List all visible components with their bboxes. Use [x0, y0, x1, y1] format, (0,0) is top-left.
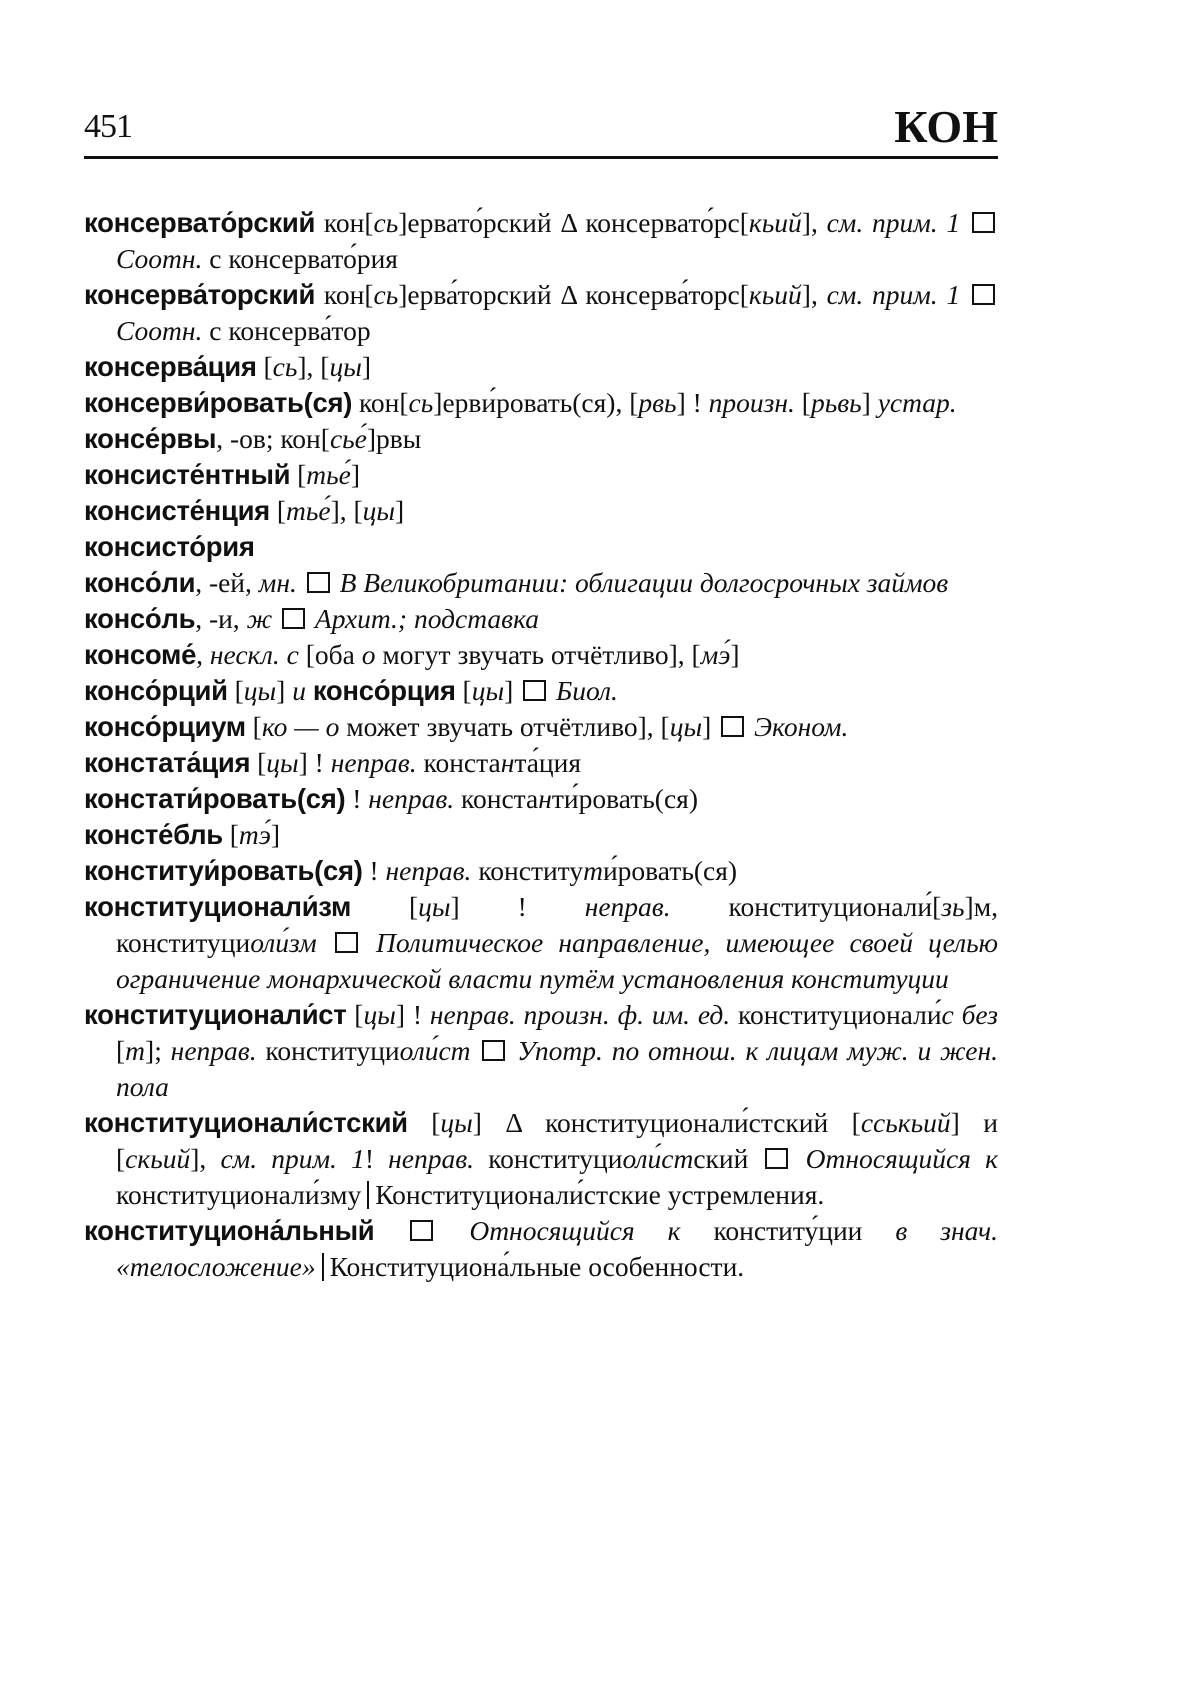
italic-note: кьий [748, 207, 802, 238]
headword: конституционали́стский [84, 1107, 408, 1138]
entry-text: ] [395, 495, 405, 526]
headword: конституциона́льный [84, 1215, 375, 1246]
dictionary-entry [84, 709, 998, 745]
italic-note: цы [266, 747, 299, 778]
entry-text: с консерва́тор [209, 315, 371, 346]
entry-text: [ [245, 711, 262, 742]
italic-note: Соотн. [116, 315, 210, 346]
headword: консисте́нция [84, 495, 270, 526]
definition-box-icon [972, 284, 995, 305]
entry-text: ! [362, 855, 386, 886]
italic-note: сь [373, 279, 399, 310]
italic-note: оли́ст [399, 1035, 480, 1066]
italic-note: цы [243, 675, 277, 706]
entry-text: конститу [471, 855, 584, 886]
dictionary-entry [84, 457, 998, 493]
entry-text: ]; [145, 1035, 171, 1066]
definition-box-icon [307, 572, 330, 593]
definition-box-icon [972, 212, 995, 233]
dictionary-entry [84, 493, 998, 529]
entry-text: [ [250, 747, 267, 778]
headword: консо́рция [312, 675, 456, 706]
dictionary-entries [84, 205, 998, 1285]
headword: констата́ция [84, 747, 251, 778]
italic-note: н [500, 747, 515, 778]
entry-text: ], [ [330, 495, 363, 526]
header-rule [84, 156, 998, 159]
italic-note: и [292, 675, 313, 706]
definition-box-icon [335, 932, 358, 953]
italic-note: тэ́ [238, 819, 271, 850]
italic-note: нескл. с [209, 639, 299, 670]
entry-text: ]ерва́торский Δ консерва́торс[ [398, 279, 749, 310]
italic-note: Относящийся к [791, 1143, 998, 1174]
entry-text: ], [ [297, 351, 330, 382]
headword: консерви́ровать(ся) [84, 387, 353, 418]
italic-note: зь [941, 891, 965, 922]
dictionary-entry [84, 781, 998, 817]
headword: конституционали́ст [84, 999, 347, 1030]
definition-box-icon [523, 680, 546, 701]
example-separator-icon [322, 1253, 324, 1281]
italic-note: Относящийся к [436, 1215, 681, 1246]
entry-text: с консервато́рия [209, 243, 398, 274]
italic-note: Политическое направление, имеющее своей целью ограничение монархической власти путём установления конституции [116, 927, 998, 994]
italic-note: тье́ [306, 459, 351, 490]
headword: конституи́ровать(ся) [84, 855, 363, 886]
entry-text: [ [346, 999, 364, 1030]
entry-text: ] [861, 387, 878, 418]
italic-note: см. прим. 1 [220, 1143, 365, 1174]
italic-note: неправ. [584, 891, 671, 922]
entry-text: , -и, [195, 603, 247, 634]
entry-text: ] [730, 639, 740, 670]
definition-box-icon [721, 716, 744, 737]
italic-note: сь [408, 387, 434, 418]
headword: консо́ли [84, 567, 196, 598]
italic-note: цы [363, 999, 396, 1030]
dictionary-entry [84, 385, 998, 421]
italic-note: в знач. «телосложение» [116, 1215, 998, 1282]
entry-text: ] ! [298, 747, 331, 778]
italic-note: Биол. [549, 675, 618, 706]
entry-text: конста [454, 783, 539, 814]
italic-note: н [538, 783, 552, 814]
dictionary-entry [84, 673, 998, 709]
entry-text: ] и [ [116, 1107, 998, 1174]
dictionary-entry [84, 529, 998, 565]
italic-note: оли́ст [622, 1143, 694, 1174]
italic-note: неправ. [170, 1035, 257, 1066]
entry-text: [ [407, 1107, 441, 1138]
entry-text: ], [801, 279, 827, 310]
entry-text: кон[ [315, 279, 374, 310]
entry-text: ский [693, 1143, 763, 1174]
dictionary-entry [84, 853, 998, 889]
entry-text: и́ровать(ся) [602, 855, 738, 886]
italic-note: неправ. [368, 783, 455, 814]
entry-text: ] [276, 675, 293, 706]
italic-note: цы [471, 675, 505, 706]
headword: консоме́ [84, 639, 197, 670]
entry-text: [ [290, 459, 307, 490]
headword: констати́ровать(ся) [84, 783, 346, 814]
italic-note: о [361, 639, 376, 670]
entry-text: ] [350, 459, 361, 490]
italic-note: рьвь [810, 387, 862, 418]
entry-text: ] ! [395, 999, 430, 1030]
running-head: КОН [894, 101, 998, 152]
dictionary-entry [84, 637, 998, 673]
entry-text: ] [361, 351, 371, 382]
dictionary-entry [84, 601, 998, 637]
italic-note: Употр. по отнош. к лицам муж. и жен. пола [116, 1035, 998, 1102]
entry-text: [ [794, 387, 811, 418]
dictionary-entry [84, 277, 998, 349]
dictionary-entry [84, 817, 998, 853]
entry-text: ] Δ конституционали́стский [ [472, 1107, 861, 1138]
italic-note: сь [373, 207, 399, 238]
italic-note: неправ. [330, 747, 417, 778]
entry-text: ]ервато́рский Δ консервато́рс[ [398, 207, 749, 238]
entry-text: ! [364, 1143, 389, 1174]
italic-note: т [125, 1035, 146, 1066]
entry-text: ] [504, 675, 521, 706]
definition-box-icon [765, 1148, 788, 1169]
entry-text: Конституционали́стские устремления. [375, 1179, 825, 1210]
italic-note: рвь [638, 387, 677, 418]
entry-text: [ [351, 891, 419, 922]
page-number: 451 [84, 108, 132, 145]
italic-note: ж [246, 603, 280, 634]
page-header [84, 100, 998, 160]
dictionary-entry [84, 1105, 998, 1213]
italic-note: В Великобритании: облигации долгосрочных займов [332, 567, 949, 598]
italic-note: оли́зм [250, 927, 332, 958]
entry-text: кон[ [315, 207, 374, 238]
italic-note: сье́ [329, 423, 367, 454]
italic-note: см. прим. 1 [826, 207, 969, 238]
entry-text: конститу́ции [680, 1215, 896, 1246]
italic-note: цы [362, 495, 396, 526]
entry-text: конста [416, 747, 501, 778]
italic-note: неправ. [388, 1143, 475, 1174]
headword: консерва́торский [84, 279, 316, 310]
entry-text: ]рвы [366, 423, 422, 454]
entry-text: та́ция [514, 747, 581, 778]
italic-note: цы [440, 1107, 473, 1138]
headword: консисто́рия [84, 531, 255, 562]
entry-text: ! [345, 783, 369, 814]
italic-note: неправ. произн. ф. им. ед. [429, 999, 731, 1030]
entry-text: ] ! [450, 891, 585, 922]
entry-text: ] ! [676, 387, 709, 418]
italic-note: неправ. [385, 855, 472, 886]
headword: консе́рвы [84, 423, 217, 454]
entry-text: ], [190, 1143, 221, 1174]
dictionary-entry [84, 205, 998, 277]
entry-text: могут звучать отчётливо], [ [375, 639, 701, 670]
definition-box-icon [482, 1040, 505, 1061]
italic-note: Эконом. [747, 711, 849, 742]
definition-box-icon [410, 1220, 433, 1241]
dictionary-entry [84, 349, 998, 385]
italic-note: цы [329, 351, 362, 382]
italic-note: цы [418, 891, 451, 922]
headword: консервато́рский [84, 207, 316, 238]
dictionary-entry [84, 997, 998, 1105]
entry-text: ]м, конституци [116, 891, 998, 958]
definition-box-icon [282, 608, 305, 629]
entry-text: , -ей, [195, 567, 259, 598]
dictionary-entry [84, 1213, 998, 1285]
italic-note: сь [272, 351, 298, 382]
italic-note: скьий [125, 1143, 191, 1174]
dictionary-entry [84, 889, 998, 997]
example-separator-icon [367, 1181, 369, 1209]
entry-text: [ [227, 675, 244, 706]
headword: консерва́ция [84, 351, 257, 382]
dictionary-entry [84, 421, 998, 457]
italic-note: мэ́ [700, 639, 731, 670]
italic-note: с без [941, 999, 998, 1030]
entry-text: конституци [256, 1035, 400, 1066]
entry-text: ти́ровать(ся) [551, 783, 698, 814]
entry-text: [ [269, 495, 286, 526]
italic-note: устар. [877, 387, 957, 418]
entry-text: [ [116, 1035, 126, 1066]
entry-text: ], [801, 207, 827, 238]
italic-note: произн. [708, 387, 795, 418]
italic-note: кьий [748, 279, 802, 310]
headword: консо́рциум [84, 711, 246, 742]
entry-text: конституци [474, 1143, 623, 1174]
entry-text: [ [455, 675, 472, 706]
italic-note: цы [669, 711, 703, 742]
dictionary-entry [84, 745, 998, 781]
italic-note: т [583, 855, 603, 886]
entry-text: ] [270, 819, 281, 850]
entry-text: кон[ [352, 387, 409, 418]
entry-text: [оба [298, 639, 362, 670]
entry-text: , -ов; кон[ [216, 423, 330, 454]
italic-note: тье́ [285, 495, 331, 526]
italic-note: Архит.; подставка [308, 603, 540, 634]
entry-text: ]ерви́ровать(ся), [ [433, 387, 639, 418]
entry-text: Конституциона́льные особенности. [329, 1251, 745, 1282]
headword: консо́ль [84, 603, 196, 634]
dictionary-entry [84, 565, 998, 601]
italic-note: сськьий [860, 1107, 951, 1138]
entry-text: может звучать отчётливо], [ [339, 711, 670, 742]
entry-text: конституционали́[ [670, 891, 942, 922]
headword: консисте́нтный [84, 459, 291, 490]
entry-text: , [196, 639, 210, 670]
entry-text: [ [222, 819, 239, 850]
entry-text: конституционали́ [730, 999, 942, 1030]
headword: консте́бль [84, 819, 223, 850]
entry-text: [ [256, 351, 273, 382]
italic-note: ко — о [261, 711, 340, 742]
entry-text: ] [702, 711, 719, 742]
italic-note: мн. [258, 567, 304, 598]
italic-note: см. прим. 1 [826, 279, 969, 310]
headword: консо́рций [84, 675, 228, 706]
entry-text: конституционали́зму [116, 1179, 362, 1210]
headword: конституционали́зм [84, 891, 352, 922]
entry-text [374, 1215, 407, 1246]
italic-note: Соотн. [116, 243, 210, 274]
